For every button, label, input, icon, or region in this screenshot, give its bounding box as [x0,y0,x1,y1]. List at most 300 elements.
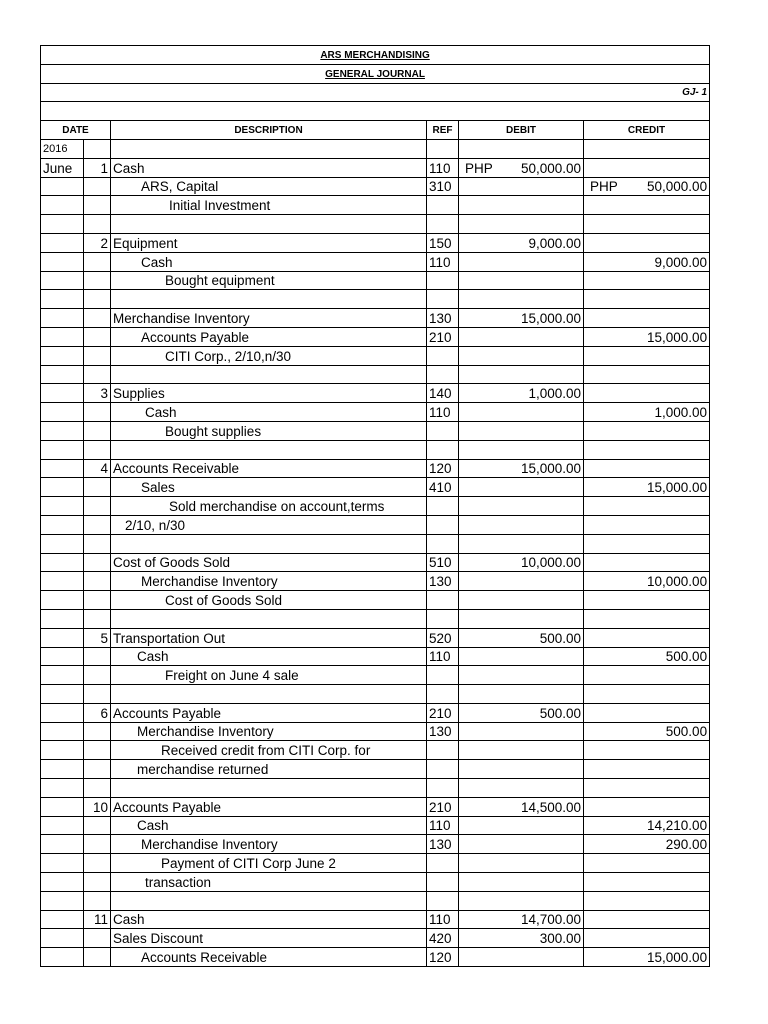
day-cell [84,553,111,572]
credit-amount: 15,000.00 [647,329,708,345]
credit-header: CREDIT [584,121,710,140]
credit-cell [584,403,710,422]
credit-currency [586,817,590,834]
description-cell: Received credit from CITI Corp. for [111,741,427,760]
credit-cell [584,309,710,328]
debit-cell [459,365,584,384]
credit-cell [584,929,710,948]
day-cell [84,591,111,610]
credit-cell [584,534,710,553]
month-cell [41,233,84,252]
month-cell [41,703,84,722]
description-cell: Merchandise Inventory [111,722,427,741]
journal-row [41,873,710,892]
ref-cell [427,497,459,516]
day-cell [84,497,111,516]
journal-row [41,440,710,459]
credit-currency [586,404,590,421]
debit-cell [459,403,584,422]
credit-cell [584,741,710,760]
ref-cell [427,760,459,779]
ref-cell: 520 [427,628,459,647]
description-cell [111,891,427,910]
journal-row [41,459,710,478]
credit-currency [586,329,590,346]
credit-cell [584,346,710,365]
day-cell: 3 [84,384,111,403]
journal-row [41,290,710,309]
debit-cell [459,421,584,440]
month-cell [41,421,84,440]
credit-amount: 500.00 [665,724,708,740]
description-cell: Equipment [111,233,427,252]
credit-amount: 15,000.00 [647,950,708,966]
credit-cell [584,215,710,234]
description-cell [111,290,427,309]
day-cell [84,515,111,534]
debit-currency [461,630,465,647]
credit-cell [584,515,710,534]
debit-cell [459,309,584,328]
credit-cell [584,365,710,384]
description-cell: Bought equipment [111,271,427,290]
description-cell: Cash [111,403,427,422]
description-cell: 2/10, n/30 [111,515,427,534]
ref-cell [427,591,459,610]
credit-cell [584,779,710,798]
month-cell [41,760,84,779]
day-cell [84,891,111,910]
credit-cell [584,591,710,610]
debit-currency [461,705,465,722]
day-cell [84,929,111,948]
debit-cell [459,797,584,816]
description-cell: Transportation Out [111,628,427,647]
credit-amount: 290.00 [665,837,708,853]
month-cell [41,628,84,647]
day-cell [84,403,111,422]
day-cell [84,478,111,497]
ref-cell: 310 [427,177,459,196]
credit-amount: 50,000.00 [647,179,708,195]
description-cell [111,440,427,459]
debit-cell [459,271,584,290]
day-cell [84,365,111,384]
journal-row [41,403,710,422]
day-cell [84,722,111,741]
credit-cell [584,854,710,873]
month-cell [41,252,84,271]
journal-row [41,666,710,685]
day-cell [84,290,111,309]
day-cell [84,196,111,215]
journal-row [41,760,710,779]
empty-cell [584,139,710,158]
day-cell: 10 [84,797,111,816]
ref-cell: 150 [427,233,459,252]
ref-cell [427,271,459,290]
ref-cell [427,854,459,873]
journal-row [41,929,710,948]
journal-row [41,854,710,873]
credit-cell [584,647,710,666]
ref-cell: 110 [427,910,459,929]
ref-cell [427,891,459,910]
description-cell: Accounts Receivable [111,948,427,967]
spacer-cell [41,102,710,121]
debit-currency [461,911,465,928]
debit-cell [459,816,584,835]
month-cell [41,215,84,234]
ref-cell [427,873,459,892]
description-cell: Cash [111,910,427,929]
debit-amount: 10,000.00 [520,555,581,571]
ref-cell: 120 [427,459,459,478]
debit-amount: 1,000.00 [528,386,581,402]
journal-row [41,346,710,365]
company-title: ARS MERCHANDISING [41,46,710,65]
debit-cell [459,722,584,741]
journal-row [41,365,710,384]
journal-row [41,384,710,403]
debit-cell [459,215,584,234]
debit-cell [459,628,584,647]
journal-row [41,835,710,854]
ref-cell [427,440,459,459]
debit-cell [459,233,584,252]
month-cell [41,534,84,553]
month-cell [41,948,84,967]
month-cell [41,440,84,459]
journal-row [41,797,710,816]
credit-cell [584,290,710,309]
credit-cell [584,384,710,403]
credit-amount: 1,000.00 [654,404,708,420]
journal-row [41,609,710,628]
journal-row [41,572,710,591]
credit-cell [584,271,710,290]
day-cell [84,647,111,666]
debit-cell [459,158,584,177]
debit-cell [459,384,584,403]
company-title-row [41,46,710,65]
month-cell [41,384,84,403]
debit-cell [459,553,584,572]
journal-row [41,252,710,271]
debit-amount: 14,700.00 [520,912,581,928]
debit-cell [459,252,584,271]
credit-currency [586,573,590,590]
credit-cell [584,459,710,478]
credit-cell [584,628,710,647]
description-cell: Cash [111,647,427,666]
debit-amount: 15,000.00 [520,461,581,477]
general-journal-table [40,45,710,967]
debit-cell [459,929,584,948]
credit-cell [584,177,710,196]
debit-amount: 15,000.00 [520,310,581,326]
month-cell [41,365,84,384]
day-cell [84,271,111,290]
ref-cell [427,346,459,365]
empty-cell [459,139,584,158]
month-cell [41,779,84,798]
journal-row [41,779,710,798]
spacer-row [41,102,710,121]
debit-currency [461,460,465,477]
column-header-row [41,121,710,140]
day-cell [84,685,111,704]
credit-cell [584,873,710,892]
journal-row [41,158,710,177]
debit-cell [459,760,584,779]
credit-cell [584,440,710,459]
description-cell [111,609,427,628]
day-cell [84,309,111,328]
credit-cell [584,572,710,591]
description-cell: CITI Corp., 2/10,n/30 [111,346,427,365]
debit-amount: 300.00 [539,931,581,947]
credit-currency [586,723,590,740]
debit-cell [459,835,584,854]
debit-cell [459,572,584,591]
month-cell [41,816,84,835]
credit-currency [586,949,590,966]
month-cell [41,497,84,516]
debit-cell [459,459,584,478]
journal-row [41,233,710,252]
month-cell [41,309,84,328]
month-cell [41,478,84,497]
credit-currency [586,479,590,496]
credit-cell [584,891,710,910]
debit-cell [459,666,584,685]
credit-currency [586,836,590,853]
ref-cell [427,290,459,309]
credit-amount: 9,000.00 [654,254,708,270]
credit-cell [584,478,710,497]
description-cell: Sales [111,478,427,497]
day-cell [84,534,111,553]
journal-title-row [41,64,710,83]
day-cell [84,572,111,591]
debit-cell [459,891,584,910]
description-cell: Accounts Payable [111,703,427,722]
month-cell [41,572,84,591]
journal-row [41,534,710,553]
month-cell [41,196,84,215]
day-cell: 2 [84,233,111,252]
description-cell: Payment of CITI Corp June 2 [111,854,427,873]
debit-amount: 500.00 [539,630,581,646]
credit-currency [586,648,590,665]
page-ref: GJ- 1 [41,83,710,102]
debit-amount: 500.00 [539,705,581,721]
ref-cell [427,196,459,215]
year-cell: 2016 [41,139,84,158]
journal-row [41,515,710,534]
ref-header: REF [427,121,459,140]
month-cell [41,459,84,478]
ref-cell: 110 [427,252,459,271]
credit-cell [584,666,710,685]
day-cell [84,854,111,873]
credit-cell [584,703,710,722]
ref-cell: 110 [427,403,459,422]
debit-cell [459,948,584,967]
credit-currency: PHP [590,179,618,195]
debit-currency [461,385,465,402]
debit-cell [459,591,584,610]
description-cell: Supplies [111,384,427,403]
description-cell: Accounts Receivable [111,459,427,478]
month-cell [41,854,84,873]
credit-cell [584,797,710,816]
debit-cell [459,854,584,873]
description-cell: Merchandise Inventory [111,309,427,328]
debit-header: DEBIT [459,121,584,140]
ref-cell: 130 [427,722,459,741]
credit-cell [584,233,710,252]
day-cell [84,440,111,459]
ref-cell: 110 [427,816,459,835]
description-cell: Accounts Payable [111,327,427,346]
debit-cell [459,290,584,309]
credit-cell [584,497,710,516]
debit-cell [459,779,584,798]
credit-cell [584,910,710,929]
journal-row [41,478,710,497]
day-cell [84,346,111,365]
ref-cell: 130 [427,309,459,328]
month-cell [41,290,84,309]
page-ref-row [41,83,710,102]
day-cell [84,327,111,346]
debit-cell [459,741,584,760]
description-cell: transaction [111,873,427,892]
ref-cell: 130 [427,835,459,854]
credit-cell [584,685,710,704]
ref-cell: 140 [427,384,459,403]
ref-cell: 130 [427,572,459,591]
debit-cell [459,515,584,534]
debit-currency [461,554,465,571]
description-cell: Cash [111,158,427,177]
day-cell: 6 [84,703,111,722]
debit-currency [461,930,465,947]
debit-cell [459,685,584,704]
credit-amount: 14,210.00 [647,818,708,834]
credit-cell [584,421,710,440]
debit-cell [459,478,584,497]
journal-row [41,421,710,440]
day-cell [84,177,111,196]
date-header: DATE [41,121,111,140]
journal-row [41,309,710,328]
credit-amount: 15,000.00 [647,480,708,496]
description-cell: Cost of Goods Sold [111,553,427,572]
day-cell [84,609,111,628]
month-cell [41,929,84,948]
day-cell [84,816,111,835]
journal-row [41,741,710,760]
journal-row [41,703,710,722]
ref-cell: 210 [427,327,459,346]
month-cell [41,685,84,704]
debit-currency [461,235,465,252]
description-header: DESCRIPTION [111,121,427,140]
month-cell [41,515,84,534]
description-cell: merchandise returned [111,760,427,779]
debit-cell [459,196,584,215]
debit-cell [459,647,584,666]
description-cell: Merchandise Inventory [111,835,427,854]
description-cell: Accounts Payable [111,797,427,816]
debit-cell [459,534,584,553]
month-cell [41,873,84,892]
day-cell: 4 [84,459,111,478]
credit-cell [584,835,710,854]
debit-currency [461,799,465,816]
journal-row [41,215,710,234]
journal-row [41,910,710,929]
journal-row [41,591,710,610]
day-cell: 11 [84,910,111,929]
debit-amount: 9,000.00 [528,235,581,251]
day-cell [84,779,111,798]
journal-row [41,891,710,910]
credit-cell [584,327,710,346]
month-cell [41,741,84,760]
ref-cell: 110 [427,647,459,666]
debit-cell [459,703,584,722]
description-cell: ARS, Capital [111,177,427,196]
journal-row [41,647,710,666]
day-cell [84,835,111,854]
empty-cell [111,139,427,158]
debit-cell [459,497,584,516]
credit-cell [584,196,710,215]
credit-amount: 500.00 [665,649,708,665]
credit-cell [584,252,710,271]
month-cell [41,609,84,628]
description-cell [111,685,427,704]
description-cell: Cost of Goods Sold [111,591,427,610]
month-cell [41,910,84,929]
credit-cell [584,158,710,177]
credit-cell [584,760,710,779]
description-cell [111,365,427,384]
ref-cell [427,534,459,553]
ref-cell [427,421,459,440]
day-cell [84,252,111,271]
credit-cell [584,609,710,628]
debit-currency: PHP [465,160,493,176]
day-cell [84,666,111,685]
ref-cell: 420 [427,929,459,948]
ref-cell [427,685,459,704]
day-cell [84,873,111,892]
credit-cell [584,722,710,741]
month-cell [41,271,84,290]
empty-cell [427,139,459,158]
month-cell [41,835,84,854]
description-cell [111,779,427,798]
ref-cell: 510 [427,553,459,572]
journal-row [41,327,710,346]
debit-cell [459,177,584,196]
ref-cell [427,215,459,234]
